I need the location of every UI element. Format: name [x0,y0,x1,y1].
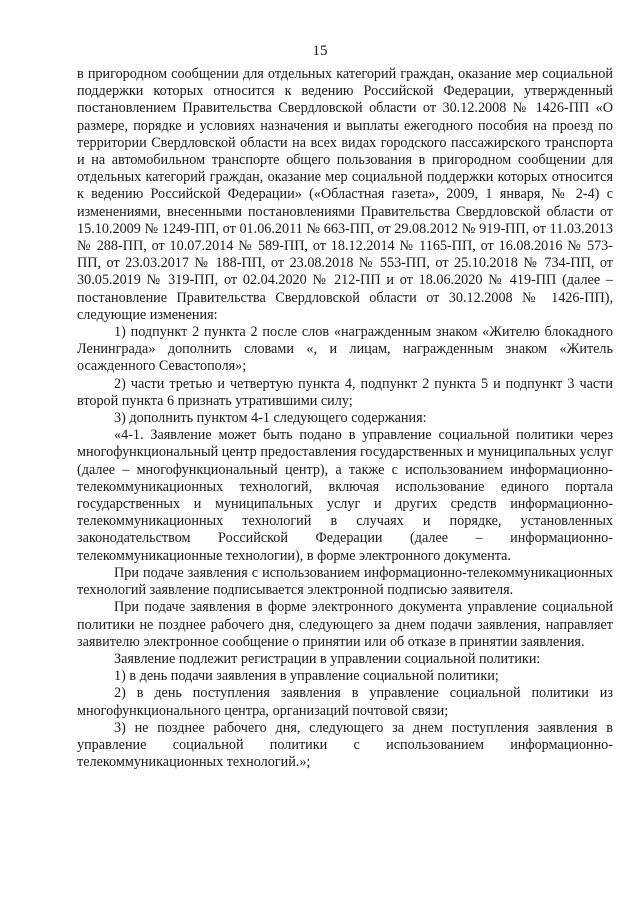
paragraph-7: При подаче заявления в форме электронного документа управление социальной политики не позднее рабочего дня, следующего за днем подачи заявления, направляет заявителю электронное сообщение о принятии или об отказе в принятии заявления. [77,599,613,650]
paragraph-9: 1) в день подачи заявления в управление социальной политики; [114,668,499,685]
paragraph-8: Заявление подлежит регистрации в управлении социальной политики: [114,650,541,667]
paragraph-11: 3) не позднее рабочего дня, следующего за днем поступления заявления в управление социальной политики с использованием информационно-телекоммуникационных технологий.»; [77,719,613,771]
paragraph-10: 2) в день поступления заявления в управление социальной политики из многофункционального центра, организаций почтовой связи; [77,685,613,719]
page-number: 15 [312,43,328,59]
document-body [77,66,613,771]
paragraph-3: 2) части третью и четвертую пункта 4, подпункт 2 пункта 5 и подпункт 3 части второй пункта 6 признать утратившими силу; [77,375,613,409]
paragraph-5: «4-1. Заявление может быть подано в управление социальной политики через многофункциональный центр предоставления государственных и муниципальных услуг (далее – многофункциональный центр), а также с использованием информационно-телекоммуникационных технологий, включая использование единого портала государственных и муниципальных услуг и других средств информационно-телекоммуникационных технологий в случаях и порядке, установленных законодательством Российской Федерации (далее – информационно-телекоммуникационные технологии), в форме электронного документа. [77,427,613,564]
paragraph-2: 1) подпункт 2 пункта 2 после слов «награжденным знаком «Жителю блокадного Ленинграда» дополнить словами «, и лицам, награжденным знаком «Житель осажденного Севастополя»; [77,324,613,375]
paragraph-1: в пригородном сообщении для отдельных категорий граждан, оказание мер социальной поддержки которых относится к ведению Российской Федерации, утвержденный постановлением Правительства Свердловской области от 30.12.2008 № 1426-ПП «О размере, порядке и условиях назначения и выплаты ежегодного пособия на проезд по территории Свердловской области на всех видах городского пассажирского транспорта и на автомобильном транспорте общего пользования в пригородном сообщении для отдельных категорий граждан, оказание мер социальной поддержки которых относится к ведению Российской Федерации» («Областная газета», 2009, 1 января, № 2-4) с изменениями, внесенными постановлениями Правительства Свердловской области от 15.10.2009 № 1249-ПП, от 01.06.2011 № 663-ПП, от 29.08.2012 № 919-ПП, от 11.03.2013 № 288-ПП, от 10.07.2014 № 589-ПП, от 18.12.2014 № 1165-ПП, от 16.08.2016 № 573-ПП, от 23.03.2017 № 188-ПП, от 23.08.2018 № 553-ПП, от 25.10.2018 № 734-ПП, от 30.05.2019 № 319-ПП, от 02.04.2020 № 212-ПП и от 18.06.2020 № 419-ПП (далее – постановление Правительства Свердловской области от 30.12.2008 № 1426-ПП), следующие изменения: [77,66,613,323]
paragraph-4: 3) дополнить пунктом 4-1 следующего содержания: [114,410,427,427]
paragraph-6: При подаче заявления с использованием информационно-телекоммуникационных технологий заявление подписывается электронной подписью заявителя. [77,564,613,599]
